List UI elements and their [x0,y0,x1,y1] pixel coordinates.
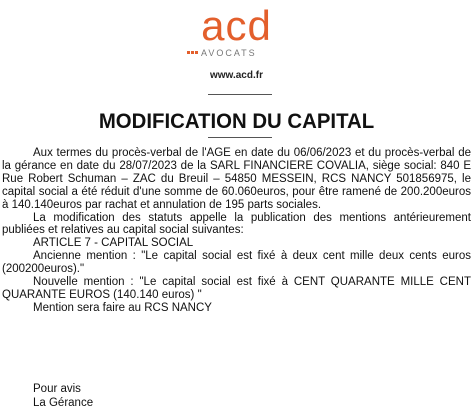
page-title: MODIFICATION DU CAPITAL [98,110,375,133]
paragraph-decision: Aux termes du procès-verbal de l'AGE en date du 06/06/2023 et du procès-verbal de la gérance en date du 28/07/2023 de la SARL FINANCIERE COVALIA, siège social: 840 E Rue Robert Schuman – ZAC du Breuil – 54850 MESSEIN, RCS NANCY 501856975, le capital social a été réduit d'une somme de 60.060euros, pour être ramené de 200.200euros à 140.140euros par rachat et annulation de 195 parts sociales. [2,147,471,211]
logo-dots-icon [187,51,201,55]
divider-bottom [208,137,272,138]
divider-top [208,94,272,95]
logo-wordmark: acd [201,2,272,49]
website-url: www.acd.fr [210,70,263,81]
article-heading: ARTICLE 7 - CAPITAL SOCIAL [33,237,194,250]
rcs-mention: Mention sera faire au RCS NANCY [33,301,212,314]
paragraph-modification: La modification des statuts appelle la publication des mentions antérieurement publiées et relatives au capital social suivantes: [2,211,471,237]
logo-subtitle: AVOCATS [201,48,257,58]
ancienne-mention: Ancienne mention : "Le capital social est fixé à deux cent mille deux cents euros (200200euros)." [2,250,471,276]
signature-block [33,382,93,410]
signature-pour-avis: Pour avis [33,383,81,395]
signature-gerance: La Gérance [33,397,94,409]
acd-logo [0,4,473,64]
nouvelle-mention: Nouvelle mention : "Le capital social est fixé à CENT QUARANTE MILLE CENT QUARANTE EUROS (140.140 euros) " [2,276,471,301]
notice-body [2,147,471,315]
